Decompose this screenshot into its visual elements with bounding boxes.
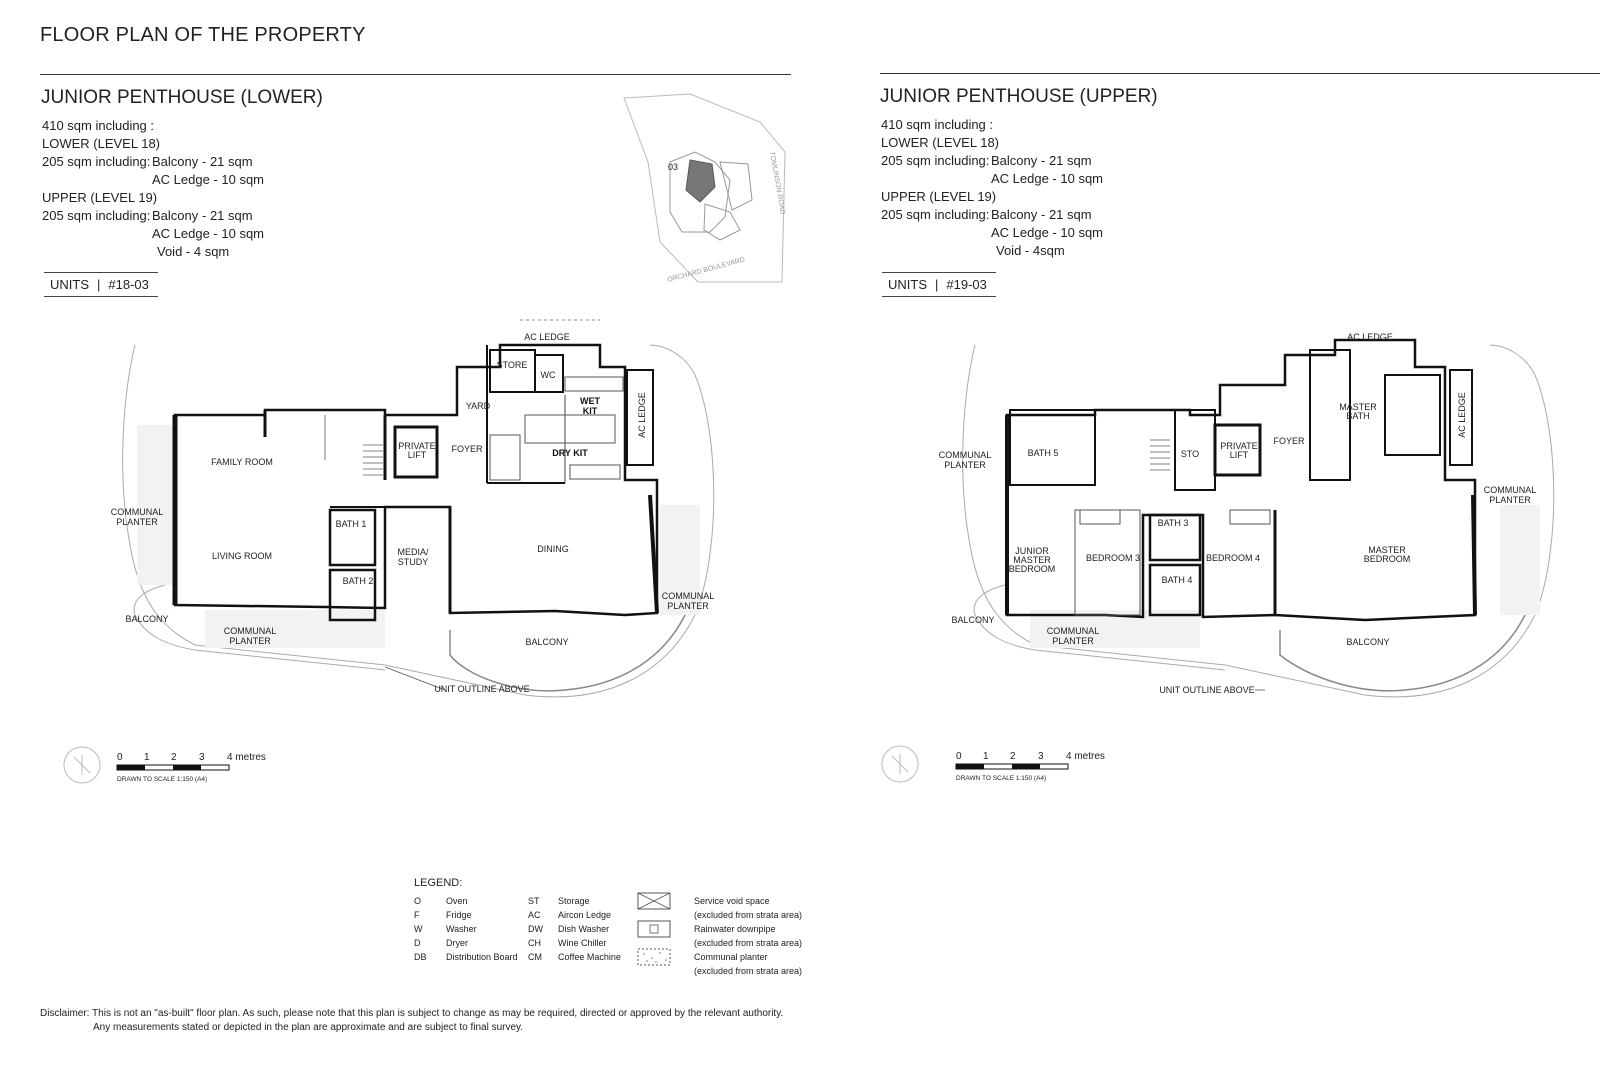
site-road-tomlinson: TOMLINSON ROAD [768,151,786,216]
legend [414,876,804,988]
divider-left [40,74,791,75]
spec-lower-balcony-value: - 21 sqm [202,154,253,169]
room-planter-bottom-2: PLANTER [1052,636,1094,646]
room-jr-master-1: JUNIOR [1015,546,1049,556]
room-planter-bottom-1: COMMUNAL [1046,626,1100,636]
legend-desc: Washer [446,924,477,934]
legend-symbol-1-line1: Service void space [694,896,770,906]
room-wet-kit-1: WET [580,396,600,406]
room-wet-kit-2: KIT [582,406,598,416]
legend-code: O [414,896,422,906]
room-master-bed-1: MASTER [1368,545,1406,555]
room-planter-right-2: PLANTER [1489,495,1531,505]
room-ac-ledge-top: AC LEDGE [524,332,570,342]
legend-desc: Fridge [446,910,472,920]
legend-desc: Dish Washer [558,924,610,934]
lower-north-scale [40,745,280,795]
legend-code: ST [528,896,540,906]
room-dining: DINING [537,544,569,554]
spec-upper-balcony-value: - 21 sqm [1041,207,1092,222]
disclaimer [40,1007,783,1035]
room-balcony-right: BALCONY [1346,637,1390,647]
room-bath5: BATH 5 [1027,448,1059,458]
spec-upper-balcony: Balcony [152,208,199,223]
room-balcony-left: BALCONY [951,615,995,625]
scale-tick-2: 2 [1010,751,1016,762]
legend-symbol-2-line2: (excluded from strata area) [694,938,803,948]
legend-desc: Wine Chiller [558,938,607,948]
legend-code: DB [414,952,427,962]
room-planter-left-1: COMMUNAL [938,450,992,460]
spec-lower-label: LOWER (LEVEL 18) [881,135,1000,150]
divider-right [880,73,1600,74]
legend-col-left [414,894,524,964]
upper-floor-plan [938,315,1595,705]
lower-spec-block [42,117,302,261]
room-wc: WC [540,370,556,380]
spec-lower-ac: AC Ledge - 10 sqm [152,172,265,187]
lower-units-box [44,272,158,297]
units-separator: | [97,277,101,292]
room-ac-ledge-side: AC LEDGE [1457,392,1467,438]
legend-code: CM [528,952,542,962]
scale-tick-3: 3 [1038,751,1044,762]
legend-desc: Storage [558,896,590,906]
scale-tick-0: 0 [956,751,962,762]
room-family: FAMILY ROOM [211,457,273,467]
upper-section-title: JUNIOR PENTHOUSE (UPPER) [880,86,1158,107]
unit-number: #19-03 [946,277,987,292]
scale-note: DRAWN TO SCALE 1:150 (A4) [117,776,208,783]
room-yard: YARD [465,401,491,411]
page-title: FLOOR PLAN OF THE PROPERTY [40,24,366,46]
disclaimer-line-1: Disclaimer: This is not an "as-built" floor plan. As such, please note that this plan is subject to change as may be required, directed or approved by the relevant authority. [40,1008,784,1019]
room-balcony-right: BALCONY [525,637,569,647]
upper-units-box [882,272,996,297]
spec-lower-balcony: Balcony [152,154,199,169]
room-planter-right-2: PLANTER [667,601,709,611]
site-unit-tag: 03 [668,162,679,172]
upper-spec-block [881,116,1141,260]
room-media-1: MEDIA/ [397,547,429,557]
room-bedroom3: BEDROOM 3 [1085,553,1141,563]
room-private-lift-2: LIFT [1229,450,1249,460]
room-planter-left-2: PLANTER [116,517,158,527]
spec-lower-area: 205 sqm including: [881,153,990,168]
units-label: UNITS [50,277,89,292]
legend-symbol-3-line2: (excluded from strata area) [694,966,803,976]
room-planter-bottom-2: PLANTER [229,636,271,646]
site-road-orchard: ORCHARD BOULEVARD [666,256,746,284]
legend-desc: Dryer [446,938,468,948]
spec-upper-ac: AC Ledge - 10 sqm [991,225,1104,240]
room-living: LIVING ROOM [211,551,273,561]
room-media-2: STUDY [397,557,429,567]
room-bath1: BATH 1 [335,519,367,529]
room-master-bed-2: BEDROOM [1363,554,1411,564]
room-sto: STO [1180,449,1200,459]
spec-upper-void: Void - 4sqm [996,243,1065,258]
legend-code: AC [528,910,541,920]
spec-upper-balcony: Balcony [991,207,1038,222]
room-bath3: BATH 3 [1157,518,1189,528]
scale-tick-0: 0 [117,752,123,763]
room-bedroom4: BEDROOM 4 [1205,553,1261,563]
scale-tick-3: 3 [199,752,205,763]
spec-upper-balcony-value: - 21 sqm [202,208,253,223]
legend-symbols [636,891,676,981]
spec-lower-balcony-value: - 21 sqm [1041,153,1092,168]
room-master-bath-1: MASTER [1339,402,1377,412]
room-master-bath-2: BATH [1346,411,1370,421]
spec-upper-label: UPPER (LEVEL 19) [42,190,158,205]
site-key-plan [620,92,800,292]
room-jr-master-2: MASTER [1013,555,1051,565]
units-separator: | [935,277,939,292]
spec-lower-ac: AC Ledge - 10 sqm [991,171,1104,186]
scale-tick-4: 4 metres [1066,751,1105,762]
room-private-lift-1: PRIVATE [398,441,436,451]
site-unit-highlight [686,160,715,202]
spec-total: 410 sqm including : [42,118,155,133]
legend-title: LEGEND: [414,877,463,889]
unit-number: #18-03 [108,277,149,292]
legend-code: W [414,924,423,934]
legend-desc: Aircon Ledge [558,910,612,920]
lower-floor-plan [105,315,755,705]
legend-symbol-3-line1: Communal planter [694,952,768,962]
spec-upper-area: 205 sqm including: [881,207,990,222]
disclaimer-line-2: Any measurements stated or depicted in the plan are approximate and are subject to final survey. [93,1022,524,1033]
spec-lower-area: 205 sqm including: [42,154,151,169]
scale-tick-2: 2 [171,752,177,763]
unit-outline-above: UNIT OUTLINE ABOVE [1159,685,1255,695]
room-bath4: BATH 4 [1161,575,1193,585]
room-planter-right-1: COMMUNAL [1483,485,1537,495]
spec-upper-label: UPPER (LEVEL 19) [881,189,997,204]
room-foyer: FOYER [451,444,483,454]
room-private-lift-1: PRIVATE [1220,441,1258,451]
spec-upper-void: Void - 4 sqm [157,244,230,259]
legend-symbol-2-line1: Rainwater downpipe [694,924,776,934]
scale-tick-1: 1 [983,751,989,762]
spec-upper-area: 205 sqm including: [42,208,151,223]
rainwater-downpipe-icon [638,921,670,937]
scale-note: DRAWN TO SCALE 1:150 (A4) [956,775,1047,782]
legend-desc: Coffee Machine [558,952,621,962]
scale-tick-4: 4 metres [227,752,266,763]
room-foyer: FOYER [1273,436,1305,446]
room-planter-right-1: COMMUNAL [661,591,715,601]
legend-desc: Oven [446,896,468,906]
room-dry-kit: DRY KIT [552,448,588,458]
units-label: UNITS [888,277,927,292]
legend-desc: Distribution Board [446,952,518,962]
legend-symbol-1-line2: (excluded from strata area) [694,910,803,920]
legend-code: DW [528,924,543,934]
legend-code: F [414,910,420,920]
room-jr-master-3: BEDROOM [1008,564,1056,574]
legend-col-mid [528,894,638,964]
upper-north-scale [880,744,1120,794]
room-planter-bottom-1: COMMUNAL [223,626,277,636]
legend-col-right [694,894,804,978]
communal-planter-icon [638,949,670,965]
room-balcony-left: BALCONY [125,614,169,624]
spec-upper-ac: AC Ledge - 10 sqm [152,226,265,241]
spec-lower-label: LOWER (LEVEL 18) [42,136,161,151]
room-planter-left-1: COMMUNAL [110,507,164,517]
unit-outline-above: UNIT OUTLINE ABOVE [434,684,530,694]
legend-code: D [414,938,421,948]
spec-total: 410 sqm including : [881,117,994,132]
scale-tick-1: 1 [144,752,150,763]
room-ac-ledge-side: AC LEDGE [637,392,647,438]
spec-lower-balcony: Balcony [991,153,1038,168]
room-bath2: BATH 2 [342,576,374,586]
legend-code: CH [528,938,541,948]
lower-section-title: JUNIOR PENTHOUSE (LOWER) [41,87,323,108]
room-planter-left-2: PLANTER [944,460,986,470]
room-private-lift-2: LIFT [407,450,427,460]
room-store: STORE [496,360,528,370]
room-ac-ledge-top: AC LEDGE [1347,332,1393,342]
